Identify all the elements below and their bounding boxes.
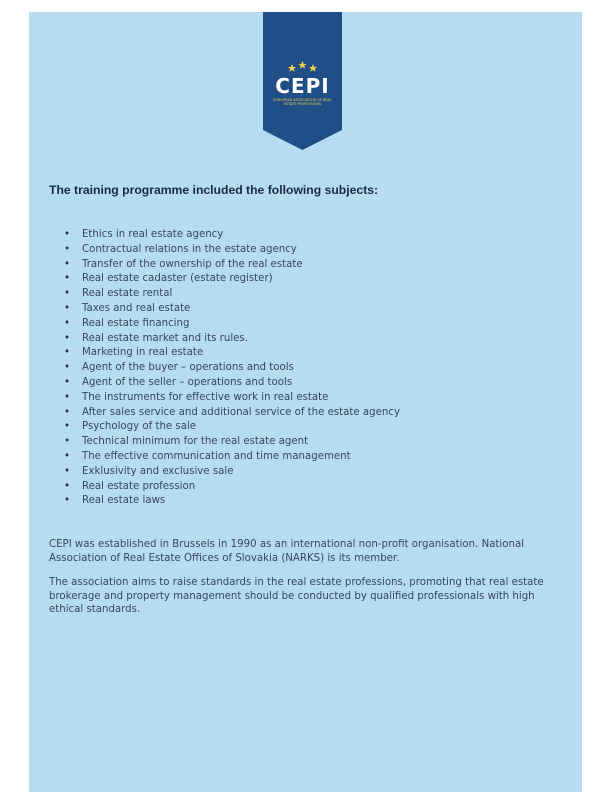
- list-item: • Real estate market and its rules.: [62, 332, 552, 347]
- logo-wordmark: CEPI: [275, 74, 330, 98]
- list-item: • Ethics in real estate agency: [62, 228, 552, 243]
- bullet-icon: •: [64, 450, 71, 462]
- bullet-icon: •: [64, 302, 71, 314]
- about-paragraph: CEPI was established in Brussels in 1990 as an international non-profit organisation. National Association of Real Estate Offices of Slovakia (NARKS) is its member.: [49, 539, 525, 564]
- list-item: • Psychology of the sale: [62, 420, 552, 435]
- list-item: • Marketing in real estate: [62, 346, 552, 361]
- list-item: • The effective communication and time management: [62, 450, 552, 465]
- mission-paragraph: The association aims to raise standards in the real estate professions, promoting that real estate brokerage and property management should be conducted by qualified professionals with high ethical standards.: [49, 577, 544, 615]
- list-item: • Technical minimum for the real estate agent: [62, 435, 552, 450]
- list-item: • The instruments for effective work in real estate: [62, 391, 552, 406]
- bullet-icon: •: [64, 436, 71, 448]
- bullet-icon: •: [64, 332, 71, 344]
- bullet-icon: •: [64, 243, 71, 255]
- bullet-icon: •: [64, 406, 71, 418]
- bullet-icon: •: [64, 362, 71, 374]
- bullet-icon: •: [64, 480, 71, 492]
- list-item: • Exklusivity and exclusive sale: [62, 465, 552, 480]
- bullet-icon: •: [64, 465, 71, 477]
- list-item: • Real estate laws: [62, 494, 552, 509]
- subjects-list: [62, 228, 552, 509]
- cepi-logo: [263, 12, 342, 150]
- bullet-icon: •: [64, 347, 71, 359]
- bullet-icon: •: [64, 229, 71, 240]
- bullet-icon: •: [64, 288, 71, 300]
- list-item: • Real estate profession: [62, 480, 552, 495]
- list-item: • Agent of the seller – operations and tools: [62, 376, 552, 391]
- logo-tagline: EUROPEAN ASSOCIATION OF REAL ESTATE PROFESSIONS: [273, 98, 332, 106]
- list-item: • Transfer of the ownership of the real estate: [62, 258, 552, 273]
- bullet-icon: •: [64, 273, 71, 285]
- list-item: • Contractual relations in the estate agency: [62, 243, 552, 258]
- list-item: • Real estate financing: [62, 317, 552, 332]
- bullet-icon: •: [64, 495, 71, 507]
- list-item: • Taxes and real estate: [62, 302, 552, 317]
- bullet-icon: •: [64, 317, 71, 329]
- list-item: • After sales service and additional service of the estate agency: [62, 406, 552, 421]
- list-item: • Real estate cadaster (estate register): [62, 272, 552, 287]
- section-heading: The training programme included the following subjects:: [49, 183, 379, 197]
- bullet-icon: •: [64, 421, 71, 433]
- bullet-icon: •: [64, 258, 71, 270]
- list-item: • Real estate rental: [62, 287, 552, 302]
- list-item: • Agent of the buyer – operations and tools: [62, 361, 552, 376]
- bullet-icon: •: [64, 391, 71, 403]
- document-page: [29, 12, 582, 792]
- bullet-icon: •: [64, 376, 71, 388]
